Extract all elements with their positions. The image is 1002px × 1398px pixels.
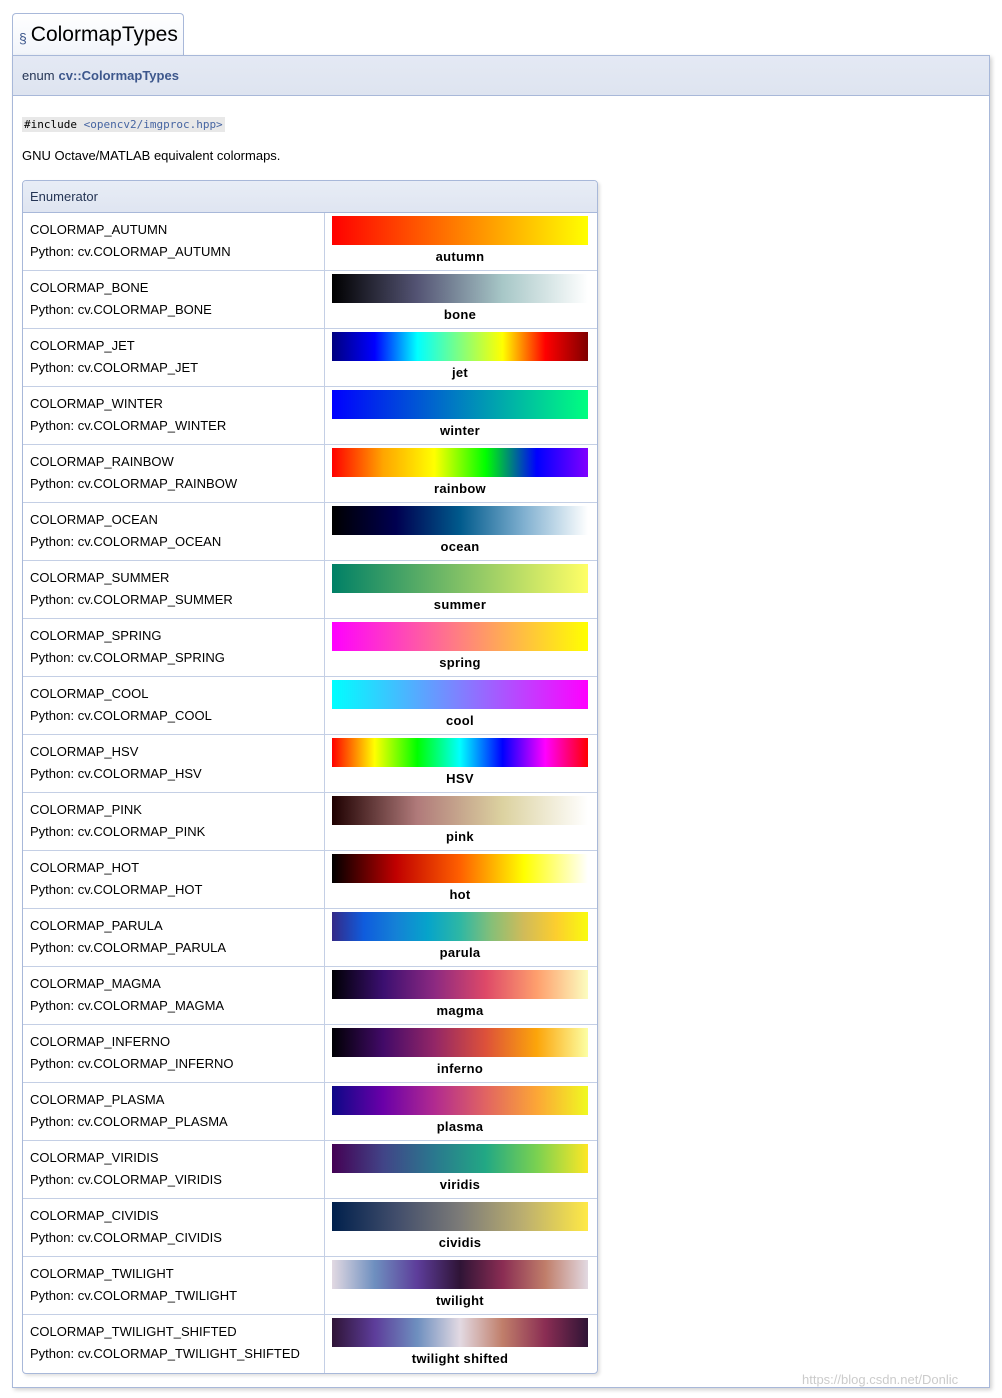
colormap-cell — [325, 909, 597, 966]
colormap-gradient-bar — [332, 854, 588, 883]
section-anchor-icon[interactable]: § — [19, 29, 27, 46]
enumerator-python-name: Python: cv.COLORMAP_RAINBOW — [30, 476, 238, 491]
enumerator-name-cell — [23, 213, 325, 270]
table-row — [23, 619, 597, 677]
enumerator-python-name: Python: cv.COLORMAP_INFERNO — [30, 1056, 234, 1071]
enumerator-python-name: Python: cv.COLORMAP_OCEAN — [30, 534, 222, 549]
include-path-link[interactable]: <opencv2/imgproc.hpp> — [83, 118, 223, 131]
colormap-gradient-bar — [332, 332, 588, 361]
enumerator-name-cell — [23, 677, 325, 734]
table-row — [23, 503, 597, 561]
table-row — [23, 387, 597, 445]
enumerator-rows — [23, 213, 597, 1373]
enumerator-cpp-name: COLORMAP_HSV — [30, 744, 139, 759]
enumerator-cpp-name: COLORMAP_PINK — [30, 802, 142, 817]
colormap-caption: ocean — [440, 539, 480, 554]
colormap-cell — [325, 1315, 597, 1373]
colormap-cell — [325, 1025, 597, 1082]
colormap-caption: pink — [446, 829, 474, 844]
table-row — [23, 735, 597, 793]
colormap-cell — [325, 677, 597, 734]
table-row — [23, 793, 597, 851]
colormap-caption: hot — [449, 887, 471, 902]
enumerator-cpp-name: COLORMAP_COOL — [30, 686, 149, 701]
enumerator-name-cell — [23, 387, 325, 444]
enumerator-name-cell — [23, 1025, 325, 1082]
colormap-cell — [325, 619, 597, 676]
colormap-cell — [325, 1141, 597, 1198]
colormap-caption: cividis — [438, 1235, 482, 1250]
enumerator-name-cell — [23, 619, 325, 676]
colormap-gradient-bar — [332, 622, 588, 651]
colormap-gradient-bar — [332, 680, 588, 709]
enumerator-cpp-name: COLORMAP_HOT — [30, 860, 140, 875]
enumerator-cpp-name: COLORMAP_INFERNO — [30, 1034, 171, 1049]
table-row — [23, 851, 597, 909]
colormap-caption: jet — [451, 365, 469, 380]
table-row — [23, 271, 597, 329]
enumerator-python-name: Python: cv.COLORMAP_VIRIDIS — [30, 1172, 222, 1187]
table-row — [23, 445, 597, 503]
enumerator-cpp-name: COLORMAP_WINTER — [30, 396, 163, 411]
enumerator-python-name: Python: cv.COLORMAP_SUMMER — [30, 592, 233, 607]
colormap-caption: magma — [436, 1003, 484, 1018]
enumerator-cpp-name: COLORMAP_RAINBOW — [30, 454, 174, 469]
enumerator-table-header: Enumerator — [23, 181, 597, 213]
enumerator-cpp-name: COLORMAP_OCEAN — [30, 512, 158, 527]
enumerator-cpp-name: COLORMAP_PARULA — [30, 918, 163, 933]
enumerator-python-name: Python: cv.COLORMAP_PLASMA — [30, 1114, 228, 1129]
enumerator-cpp-name: COLORMAP_BONE — [30, 280, 149, 295]
enumerator-name-cell — [23, 793, 325, 850]
table-row — [23, 329, 597, 387]
enumerator-name-cell — [23, 967, 325, 1024]
colormap-caption: spring — [439, 655, 481, 670]
colormap-cell — [325, 271, 597, 328]
enumerator-python-name: Python: cv.COLORMAP_MAGMA — [30, 998, 225, 1013]
colormap-cell — [325, 793, 597, 850]
enumerator-python-name: Python: cv.COLORMAP_PARULA — [30, 940, 227, 955]
enum-name-link[interactable]: cv::ColormapTypes — [58, 68, 179, 83]
table-row — [23, 561, 597, 619]
colormap-cell — [325, 503, 597, 560]
colormap-cell — [325, 387, 597, 444]
table-row — [23, 213, 597, 271]
enumerator-python-name: Python: cv.COLORMAP_JET — [30, 360, 199, 375]
enumerator-python-name: Python: cv.COLORMAP_HSV — [30, 766, 202, 781]
enumerator-python-name: Python: cv.COLORMAP_TWILIGHT — [30, 1288, 238, 1303]
colormap-gradient-bar — [332, 564, 588, 593]
colormap-cell — [325, 735, 597, 792]
colormap-caption: viridis — [439, 1177, 481, 1192]
enumerator-python-name: Python: cv.COLORMAP_WINTER — [30, 418, 227, 433]
enumerator-python-name: Python: cv.COLORMAP_CIVIDIS — [30, 1230, 222, 1245]
enumerator-python-name: Python: cv.COLORMAP_AUTUMN — [30, 244, 231, 259]
enumerator-name-cell — [23, 1141, 325, 1198]
enumerator-cpp-name: COLORMAP_TWILIGHT — [30, 1266, 174, 1281]
enum-keyword: enum — [22, 68, 55, 83]
table-row — [23, 1025, 597, 1083]
enumerator-python-name: Python: cv.COLORMAP_PINK — [30, 824, 206, 839]
enumerator-name-cell — [23, 561, 325, 618]
enumerator-cpp-name: COLORMAP_PLASMA — [30, 1092, 165, 1107]
enumerator-name-cell — [23, 445, 325, 502]
colormap-cell — [325, 213, 597, 270]
enumerator-name-cell — [23, 329, 325, 386]
table-row — [23, 909, 597, 967]
colormap-caption: cool — [446, 713, 474, 728]
colormap-gradient-bar — [332, 1028, 588, 1057]
enumerator-cpp-name: COLORMAP_JET — [30, 338, 135, 353]
colormap-gradient-bar — [332, 506, 588, 535]
colormap-caption: inferno — [436, 1061, 484, 1076]
colormap-cell — [325, 967, 597, 1024]
enumerator-name-cell — [23, 735, 325, 792]
page-title: ColormapTypes — [30, 23, 178, 46]
enumerator-name-cell — [23, 1315, 325, 1373]
colormap-cell — [325, 561, 597, 618]
colormap-gradient-bar — [332, 274, 588, 303]
enumerator-cpp-name: COLORMAP_CIVIDIS — [30, 1208, 159, 1223]
colormap-cell — [325, 1083, 597, 1140]
enumerator-cpp-name: COLORMAP_MAGMA — [30, 976, 161, 991]
include-line — [22, 117, 225, 132]
enumerator-python-name: Python: cv.COLORMAP_HOT — [30, 882, 203, 897]
colormap-caption: twilight — [436, 1293, 484, 1308]
colormap-gradient-bar — [332, 1318, 588, 1347]
enumerator-name-cell — [23, 1257, 325, 1314]
table-row — [23, 1199, 597, 1257]
colormap-gradient-bar — [332, 448, 588, 477]
table-row — [23, 677, 597, 735]
colormap-cell — [325, 445, 597, 502]
colormap-cell — [325, 851, 597, 908]
colormap-caption: autumn — [435, 249, 485, 264]
colormap-cell — [325, 1199, 597, 1256]
enumerator-cpp-name: COLORMAP_TWILIGHT_SHIFTED — [30, 1324, 237, 1339]
colormap-caption: plasma — [436, 1119, 484, 1134]
enumerator-name-cell — [23, 503, 325, 560]
colormap-gradient-bar — [332, 1086, 588, 1115]
colormap-gradient-bar — [332, 390, 588, 419]
colormap-gradient-bar — [332, 912, 588, 941]
enumerator-python-name: Python: cv.COLORMAP_BONE — [30, 302, 212, 317]
table-row — [23, 1083, 597, 1141]
colormap-cell — [325, 329, 597, 386]
colormap-caption: bone — [443, 307, 477, 322]
colormap-caption: rainbow — [434, 481, 486, 496]
watermark-text: https://blog.csdn.net/Donlic — [802, 1372, 959, 1387]
enumerator-name-cell — [23, 851, 325, 908]
enum-description: GNU Octave/MATLAB equivalent colormaps. — [22, 148, 281, 163]
enumerator-python-name: Python: cv.COLORMAP_SPRING — [30, 650, 225, 665]
enumerator-python-name: Python: cv.COLORMAP_COOL — [30, 708, 212, 723]
colormap-caption: HSV — [446, 771, 474, 786]
enum-prototype — [13, 56, 989, 96]
title-tab — [12, 13, 184, 56]
colormap-caption: summer — [433, 597, 487, 612]
colormap-caption: winter — [439, 423, 481, 438]
colormap-caption: twilight shifted — [411, 1351, 509, 1366]
colormap-gradient-bar — [332, 1144, 588, 1173]
enumerator-cpp-name: COLORMAP_AUTUMN — [30, 222, 168, 237]
colormap-caption: parula — [439, 945, 481, 960]
colormap-gradient-bar — [332, 1202, 588, 1231]
enumerator-cpp-name: COLORMAP_SUMMER — [30, 570, 170, 585]
colormap-gradient-bar — [332, 796, 588, 825]
enumerator-python-name: Python: cv.COLORMAP_TWILIGHT_SHIFTED — [30, 1346, 300, 1361]
colormap-gradient-bar — [332, 738, 588, 767]
member-doc-card — [12, 55, 990, 1388]
enumerator-table — [22, 180, 598, 1374]
colormap-gradient-bar — [332, 1260, 588, 1289]
colormap-cell — [325, 1257, 597, 1314]
enumerator-name-cell — [23, 1083, 325, 1140]
table-row — [23, 1315, 597, 1373]
enumerator-name-cell — [23, 1199, 325, 1256]
enumerator-cpp-name: COLORMAP_VIRIDIS — [30, 1150, 159, 1165]
colormap-gradient-bar — [332, 216, 588, 245]
colormap-gradient-bar — [332, 970, 588, 999]
enumerator-name-cell — [23, 909, 325, 966]
table-row — [23, 967, 597, 1025]
enumerator-name-cell — [23, 271, 325, 328]
table-row — [23, 1257, 597, 1315]
include-directive: #include — [24, 118, 77, 131]
enumerator-cpp-name: COLORMAP_SPRING — [30, 628, 162, 643]
table-row — [23, 1141, 597, 1199]
